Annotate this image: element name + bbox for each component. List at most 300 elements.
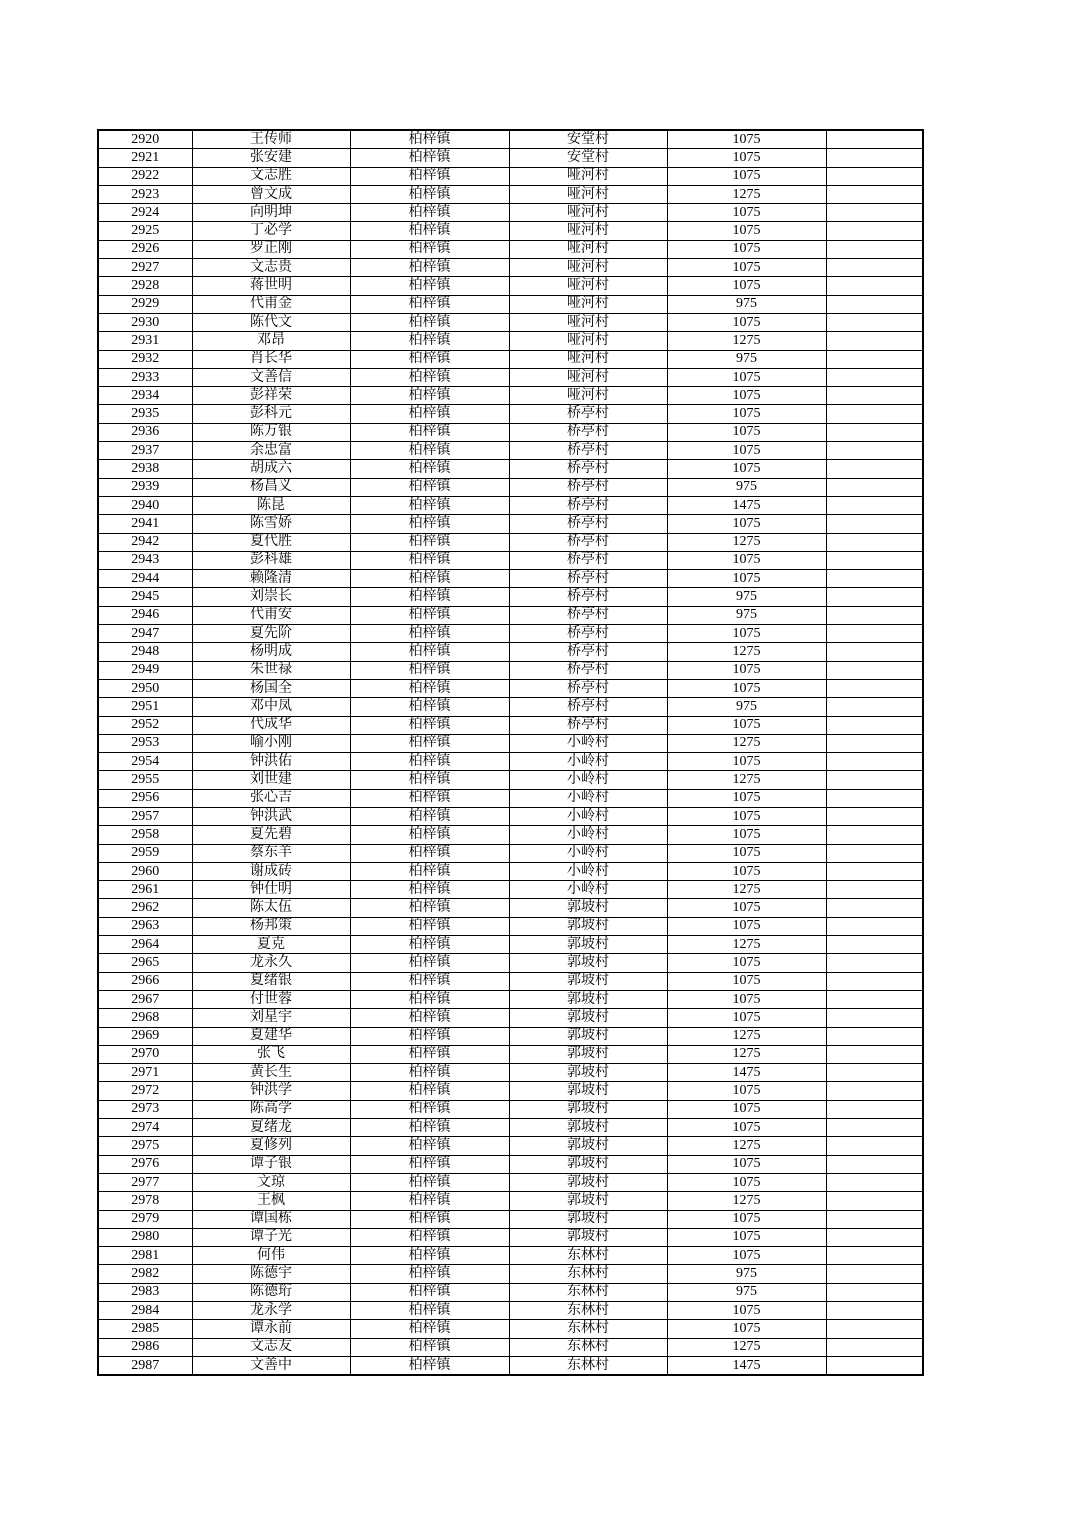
table-row xyxy=(98,1082,923,1100)
name-cell: 谭子银 xyxy=(192,1155,350,1173)
row-number-cell: 2924 xyxy=(98,204,192,222)
row-number-cell: 2974 xyxy=(98,1119,192,1137)
table-row xyxy=(98,167,923,185)
table-row xyxy=(98,1210,923,1228)
table-row xyxy=(98,442,923,460)
amount-cell: 1075 xyxy=(667,844,826,862)
note-cell xyxy=(826,295,923,313)
row-number-cell: 2982 xyxy=(98,1265,192,1283)
village-cell: 哑河村 xyxy=(509,387,667,405)
note-cell xyxy=(826,698,923,716)
note-cell xyxy=(826,1027,923,1045)
town-cell: 柏梓镇 xyxy=(350,734,509,752)
amount-cell: 1275 xyxy=(667,771,826,789)
row-number-cell: 2953 xyxy=(98,734,192,752)
note-cell xyxy=(826,405,923,423)
village-cell: 小岭村 xyxy=(509,771,667,789)
town-cell: 柏梓镇 xyxy=(350,277,509,295)
note-cell xyxy=(826,1192,923,1210)
table-row xyxy=(98,899,923,917)
town-cell: 柏梓镇 xyxy=(350,185,509,203)
amount-cell: 1075 xyxy=(667,1082,826,1100)
village-cell: 东林村 xyxy=(509,1338,667,1356)
village-cell: 桥亭村 xyxy=(509,442,667,460)
amount-cell: 1075 xyxy=(667,972,826,990)
note-cell xyxy=(826,1210,923,1228)
note-cell xyxy=(826,771,923,789)
name-cell: 代成华 xyxy=(192,716,350,734)
amount-cell: 1075 xyxy=(667,990,826,1008)
town-cell: 柏梓镇 xyxy=(350,259,509,277)
town-cell: 柏梓镇 xyxy=(350,844,509,862)
row-number-cell: 2983 xyxy=(98,1283,192,1301)
row-number-cell: 2931 xyxy=(98,332,192,350)
village-cell: 东林村 xyxy=(509,1265,667,1283)
name-cell: 蔡东羊 xyxy=(192,844,350,862)
village-cell: 桥亭村 xyxy=(509,405,667,423)
village-cell: 桥亭村 xyxy=(509,515,667,533)
village-cell: 小岭村 xyxy=(509,807,667,825)
amount-cell: 975 xyxy=(667,606,826,624)
village-cell: 郭坡村 xyxy=(509,1082,667,1100)
row-number-cell: 2942 xyxy=(98,533,192,551)
note-cell xyxy=(826,515,923,533)
note-cell xyxy=(826,881,923,899)
note-cell xyxy=(826,478,923,496)
village-cell: 哑河村 xyxy=(509,259,667,277)
table-row xyxy=(98,753,923,771)
table-row xyxy=(98,1247,923,1265)
row-number-cell: 2952 xyxy=(98,716,192,734)
amount-cell: 1275 xyxy=(667,1137,826,1155)
table-row xyxy=(98,807,923,825)
amount-cell: 975 xyxy=(667,478,826,496)
name-cell: 钟洪武 xyxy=(192,807,350,825)
table-row xyxy=(98,149,923,167)
amount-cell: 1275 xyxy=(667,533,826,551)
village-cell: 郭坡村 xyxy=(509,954,667,972)
town-cell: 柏梓镇 xyxy=(350,478,509,496)
village-cell: 小岭村 xyxy=(509,734,667,752)
village-cell: 郭坡村 xyxy=(509,936,667,954)
table-row xyxy=(98,625,923,643)
note-cell xyxy=(826,789,923,807)
note-cell xyxy=(826,734,923,752)
note-cell xyxy=(826,1302,923,1320)
name-cell: 杨昌义 xyxy=(192,478,350,496)
village-cell: 郭坡村 xyxy=(509,1100,667,1118)
table-row xyxy=(98,1356,923,1375)
table-row xyxy=(98,204,923,222)
name-cell: 张心吉 xyxy=(192,789,350,807)
note-cell xyxy=(826,990,923,1008)
village-cell: 郭坡村 xyxy=(509,990,667,1008)
town-cell: 柏梓镇 xyxy=(350,570,509,588)
table-row xyxy=(98,405,923,423)
town-cell: 柏梓镇 xyxy=(350,313,509,331)
town-cell: 柏梓镇 xyxy=(350,1155,509,1173)
table-row xyxy=(98,259,923,277)
row-number-cell: 2981 xyxy=(98,1247,192,1265)
name-cell: 彭祥荣 xyxy=(192,387,350,405)
table-row xyxy=(98,606,923,624)
amount-cell: 1075 xyxy=(667,259,826,277)
name-cell: 夏修列 xyxy=(192,1137,350,1155)
row-number-cell: 2943 xyxy=(98,551,192,569)
table-row xyxy=(98,1119,923,1137)
town-cell: 柏梓镇 xyxy=(350,789,509,807)
amount-cell: 1075 xyxy=(667,826,826,844)
town-cell: 柏梓镇 xyxy=(350,167,509,185)
amount-cell: 1075 xyxy=(667,387,826,405)
amount-cell: 1275 xyxy=(667,936,826,954)
row-number-cell: 2968 xyxy=(98,1009,192,1027)
row-number-cell: 2920 xyxy=(98,130,192,149)
amount-cell: 1075 xyxy=(667,625,826,643)
note-cell xyxy=(826,496,923,514)
town-cell: 柏梓镇 xyxy=(350,899,509,917)
row-number-cell: 2972 xyxy=(98,1082,192,1100)
note-cell xyxy=(826,844,923,862)
amount-cell: 975 xyxy=(667,295,826,313)
row-number-cell: 2963 xyxy=(98,917,192,935)
village-cell: 哑河村 xyxy=(509,222,667,240)
note-cell xyxy=(826,1137,923,1155)
row-number-cell: 2922 xyxy=(98,167,192,185)
table-row xyxy=(98,240,923,258)
row-number-cell: 2945 xyxy=(98,588,192,606)
table-row xyxy=(98,423,923,441)
town-cell: 柏梓镇 xyxy=(350,496,509,514)
table-row xyxy=(98,496,923,514)
amount-cell: 1075 xyxy=(667,570,826,588)
village-cell: 小岭村 xyxy=(509,753,667,771)
amount-cell: 1275 xyxy=(667,1338,826,1356)
table-row xyxy=(98,1155,923,1173)
note-cell xyxy=(826,204,923,222)
name-cell: 黄长生 xyxy=(192,1064,350,1082)
note-cell xyxy=(826,1338,923,1356)
name-cell: 夏绪银 xyxy=(192,972,350,990)
note-cell xyxy=(826,588,923,606)
note-cell xyxy=(826,332,923,350)
note-cell xyxy=(826,1119,923,1137)
amount-cell: 1075 xyxy=(667,277,826,295)
town-cell: 柏梓镇 xyxy=(350,1356,509,1375)
village-cell: 桥亭村 xyxy=(509,460,667,478)
town-cell: 柏梓镇 xyxy=(350,1082,509,1100)
amount-cell: 1075 xyxy=(667,1228,826,1246)
amount-cell: 1275 xyxy=(667,734,826,752)
name-cell: 钟洪学 xyxy=(192,1082,350,1100)
row-number-cell: 2944 xyxy=(98,570,192,588)
note-cell xyxy=(826,277,923,295)
note-cell xyxy=(826,313,923,331)
amount-cell: 1275 xyxy=(667,1192,826,1210)
table-row xyxy=(98,1100,923,1118)
name-cell: 陈万银 xyxy=(192,423,350,441)
name-cell: 文志友 xyxy=(192,1338,350,1356)
amount-cell: 1075 xyxy=(667,405,826,423)
note-cell xyxy=(826,972,923,990)
name-cell: 胡成六 xyxy=(192,460,350,478)
table-row xyxy=(98,661,923,679)
table-row xyxy=(98,1265,923,1283)
name-cell: 彭科元 xyxy=(192,405,350,423)
name-cell: 文志贵 xyxy=(192,259,350,277)
row-number-cell: 2933 xyxy=(98,368,192,386)
note-cell xyxy=(826,1173,923,1191)
name-cell: 陈高学 xyxy=(192,1100,350,1118)
amount-cell: 1075 xyxy=(667,899,826,917)
row-number-cell: 2970 xyxy=(98,1045,192,1063)
village-cell: 郭坡村 xyxy=(509,899,667,917)
amount-cell: 1075 xyxy=(667,460,826,478)
amount-cell: 1075 xyxy=(667,1302,826,1320)
table-row xyxy=(98,698,923,716)
amount-cell: 1275 xyxy=(667,185,826,203)
note-cell xyxy=(826,899,923,917)
village-cell: 郭坡村 xyxy=(509,1155,667,1173)
town-cell: 柏梓镇 xyxy=(350,679,509,697)
row-number-cell: 2977 xyxy=(98,1173,192,1191)
town-cell: 柏梓镇 xyxy=(350,204,509,222)
amount-cell: 1075 xyxy=(667,442,826,460)
row-number-cell: 2929 xyxy=(98,295,192,313)
village-cell: 哑河村 xyxy=(509,240,667,258)
amount-cell: 1075 xyxy=(667,368,826,386)
row-number-cell: 2986 xyxy=(98,1338,192,1356)
amount-cell: 1275 xyxy=(667,643,826,661)
roster-table-body xyxy=(98,130,923,1375)
name-cell: 邓昂 xyxy=(192,332,350,350)
table-row xyxy=(98,570,923,588)
note-cell xyxy=(826,936,923,954)
note-cell xyxy=(826,1247,923,1265)
note-cell xyxy=(826,1265,923,1283)
town-cell: 柏梓镇 xyxy=(350,826,509,844)
note-cell xyxy=(826,460,923,478)
name-cell: 龙永久 xyxy=(192,954,350,972)
village-cell: 郭坡村 xyxy=(509,1173,667,1191)
row-number-cell: 2964 xyxy=(98,936,192,954)
note-cell xyxy=(826,1045,923,1063)
town-cell: 柏梓镇 xyxy=(350,130,509,149)
note-cell xyxy=(826,679,923,697)
name-cell: 代甫金 xyxy=(192,295,350,313)
amount-cell: 975 xyxy=(667,1283,826,1301)
amount-cell: 1075 xyxy=(667,661,826,679)
note-cell xyxy=(826,533,923,551)
row-number-cell: 2975 xyxy=(98,1137,192,1155)
name-cell: 代甫安 xyxy=(192,606,350,624)
name-cell: 文善信 xyxy=(192,368,350,386)
village-cell: 桥亭村 xyxy=(509,570,667,588)
note-cell xyxy=(826,1082,923,1100)
row-number-cell: 2926 xyxy=(98,240,192,258)
amount-cell: 1075 xyxy=(667,1210,826,1228)
amount-cell: 1075 xyxy=(667,551,826,569)
amount-cell: 1075 xyxy=(667,789,826,807)
row-number-cell: 2940 xyxy=(98,496,192,514)
name-cell: 喻小刚 xyxy=(192,734,350,752)
table-row xyxy=(98,917,923,935)
village-cell: 哑河村 xyxy=(509,332,667,350)
village-cell: 桥亭村 xyxy=(509,533,667,551)
amount-cell: 1075 xyxy=(667,679,826,697)
village-cell: 桥亭村 xyxy=(509,478,667,496)
town-cell: 柏梓镇 xyxy=(350,240,509,258)
row-number-cell: 2948 xyxy=(98,643,192,661)
table-row xyxy=(98,643,923,661)
name-cell: 王枫 xyxy=(192,1192,350,1210)
note-cell xyxy=(826,862,923,880)
name-cell: 邓中凤 xyxy=(192,698,350,716)
note-cell xyxy=(826,606,923,624)
note-cell xyxy=(826,1320,923,1338)
town-cell: 柏梓镇 xyxy=(350,625,509,643)
town-cell: 柏梓镇 xyxy=(350,972,509,990)
village-cell: 哑河村 xyxy=(509,313,667,331)
name-cell: 朱世禄 xyxy=(192,661,350,679)
row-number-cell: 2936 xyxy=(98,423,192,441)
note-cell xyxy=(826,917,923,935)
row-number-cell: 2950 xyxy=(98,679,192,697)
town-cell: 柏梓镇 xyxy=(350,533,509,551)
village-cell: 郭坡村 xyxy=(509,1009,667,1027)
row-number-cell: 2935 xyxy=(98,405,192,423)
amount-cell: 1475 xyxy=(667,496,826,514)
amount-cell: 1075 xyxy=(667,130,826,149)
town-cell: 柏梓镇 xyxy=(350,1100,509,1118)
name-cell: 丁必学 xyxy=(192,222,350,240)
amount-cell: 1075 xyxy=(667,954,826,972)
name-cell: 夏绪龙 xyxy=(192,1119,350,1137)
village-cell: 小岭村 xyxy=(509,862,667,880)
town-cell: 柏梓镇 xyxy=(350,1045,509,1063)
town-cell: 柏梓镇 xyxy=(350,350,509,368)
row-number-cell: 2985 xyxy=(98,1320,192,1338)
town-cell: 柏梓镇 xyxy=(350,387,509,405)
table-row xyxy=(98,1027,923,1045)
row-number-cell: 2966 xyxy=(98,972,192,990)
name-cell: 陈太伍 xyxy=(192,899,350,917)
note-cell xyxy=(826,1009,923,1027)
row-number-cell: 2967 xyxy=(98,990,192,1008)
village-cell: 桥亭村 xyxy=(509,551,667,569)
village-cell: 桥亭村 xyxy=(509,588,667,606)
village-cell: 郭坡村 xyxy=(509,972,667,990)
name-cell: 文琼 xyxy=(192,1173,350,1191)
note-cell xyxy=(826,753,923,771)
note-cell xyxy=(826,1155,923,1173)
town-cell: 柏梓镇 xyxy=(350,936,509,954)
village-cell: 郭坡村 xyxy=(509,1027,667,1045)
village-cell: 桥亭村 xyxy=(509,423,667,441)
name-cell: 陈昆 xyxy=(192,496,350,514)
roster-table xyxy=(97,129,924,1376)
name-cell: 钟洪佑 xyxy=(192,753,350,771)
table-row xyxy=(98,1192,923,1210)
note-cell xyxy=(826,716,923,734)
village-cell: 东林村 xyxy=(509,1356,667,1375)
village-cell: 桥亭村 xyxy=(509,496,667,514)
town-cell: 柏梓镇 xyxy=(350,405,509,423)
name-cell: 刘世建 xyxy=(192,771,350,789)
row-number-cell: 2959 xyxy=(98,844,192,862)
town-cell: 柏梓镇 xyxy=(350,423,509,441)
village-cell: 小岭村 xyxy=(509,789,667,807)
town-cell: 柏梓镇 xyxy=(350,1173,509,1191)
name-cell: 陈代文 xyxy=(192,313,350,331)
town-cell: 柏梓镇 xyxy=(350,295,509,313)
town-cell: 柏梓镇 xyxy=(350,460,509,478)
amount-cell: 975 xyxy=(667,350,826,368)
name-cell: 文善中 xyxy=(192,1356,350,1375)
town-cell: 柏梓镇 xyxy=(350,1119,509,1137)
amount-cell: 1075 xyxy=(667,423,826,441)
amount-cell: 1075 xyxy=(667,862,826,880)
amount-cell: 1275 xyxy=(667,332,826,350)
village-cell: 郭坡村 xyxy=(509,1064,667,1082)
town-cell: 柏梓镇 xyxy=(350,1247,509,1265)
village-cell: 哑河村 xyxy=(509,295,667,313)
name-cell: 张飞 xyxy=(192,1045,350,1063)
table-row xyxy=(98,1302,923,1320)
town-cell: 柏梓镇 xyxy=(350,1027,509,1045)
note-cell xyxy=(826,661,923,679)
note-cell xyxy=(826,442,923,460)
table-row xyxy=(98,1137,923,1155)
note-cell xyxy=(826,387,923,405)
table-row xyxy=(98,881,923,899)
table-row xyxy=(98,862,923,880)
name-cell: 陈德珩 xyxy=(192,1283,350,1301)
name-cell: 钟仕明 xyxy=(192,881,350,899)
table-row xyxy=(98,1228,923,1246)
row-number-cell: 2957 xyxy=(98,807,192,825)
note-cell xyxy=(826,826,923,844)
row-number-cell: 2939 xyxy=(98,478,192,496)
name-cell: 夏先阶 xyxy=(192,625,350,643)
row-number-cell: 2946 xyxy=(98,606,192,624)
name-cell: 肖长华 xyxy=(192,350,350,368)
village-cell: 哑河村 xyxy=(509,368,667,386)
note-cell xyxy=(826,167,923,185)
table-row xyxy=(98,1338,923,1356)
village-cell: 哑河村 xyxy=(509,167,667,185)
table-row xyxy=(98,1009,923,1027)
amount-cell: 1275 xyxy=(667,1045,826,1063)
note-cell xyxy=(826,551,923,569)
amount-cell: 1075 xyxy=(667,807,826,825)
village-cell: 郭坡村 xyxy=(509,1228,667,1246)
note-cell xyxy=(826,240,923,258)
village-cell: 郭坡村 xyxy=(509,1137,667,1155)
village-cell: 小岭村 xyxy=(509,844,667,862)
name-cell: 夏建华 xyxy=(192,1027,350,1045)
town-cell: 柏梓镇 xyxy=(350,149,509,167)
row-number-cell: 2980 xyxy=(98,1228,192,1246)
table-row xyxy=(98,954,923,972)
row-number-cell: 2947 xyxy=(98,625,192,643)
row-number-cell: 2927 xyxy=(98,259,192,277)
amount-cell: 1275 xyxy=(667,1027,826,1045)
roster-sheet xyxy=(97,129,922,1376)
name-cell: 向明坤 xyxy=(192,204,350,222)
town-cell: 柏梓镇 xyxy=(350,1265,509,1283)
name-cell: 刘崇长 xyxy=(192,588,350,606)
